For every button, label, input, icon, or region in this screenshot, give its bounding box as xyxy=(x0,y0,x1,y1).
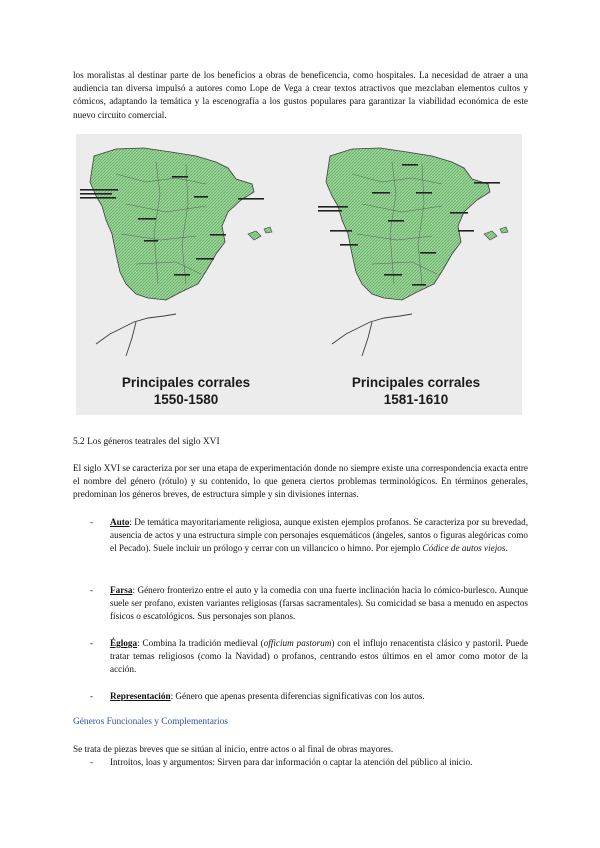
map-right-caption xyxy=(326,374,506,408)
functional-genres-heading: Géneros Funcionales y Complementarios xyxy=(73,717,228,727)
list-bullet: - xyxy=(90,757,94,767)
genre-term: Auto xyxy=(110,517,130,527)
list-item-farsa xyxy=(110,584,528,624)
genre-description: : Combina la tradición medieval ( xyxy=(137,638,264,648)
genre-term: Égloga xyxy=(110,638,138,648)
list-bullet: - xyxy=(90,585,94,595)
intro-paragraph: los moralistas al destinar parte de los beneficios a obras de beneficencia, como hospitales. La necesidad de atraer a una audiencia tan diversa impulsó a autores como Lope de Vega a crear textos atractivos que mezclaban elementos cultos y cómicos, adaptando la temática y la escenografía a los gustos populares para garantizar la viabilidad económica de este nuevo circuito comercial. xyxy=(73,70,528,120)
genre-description: : De temática mayoritariamente religiosa, aunque existen ejemplos profanos. Se caracteriza por su brevedad, ausencia de actos y una estructura simple con personajes esquemáticos (ángeles, santos o figuras alegóricas como el Pecado). Suele incluir un prólogo y cerrar con un villancico o himno. Por ejemplo xyxy=(110,517,528,554)
peninsula-right xyxy=(326,148,490,300)
balearic-islands-right xyxy=(484,227,508,240)
list-bullet: - xyxy=(90,638,94,648)
genre-term: Farsa xyxy=(110,585,133,595)
genre-latin-term: officium pastorum xyxy=(263,638,332,648)
genre-term: Representación xyxy=(110,691,171,701)
africa-coast-left xyxy=(96,314,176,356)
genre-description: : Género que apenas presenta diferencias significativas con los autos. xyxy=(170,691,425,701)
map-left-title: Principales corrales xyxy=(121,375,251,390)
peninsula-left xyxy=(90,148,254,300)
list-bullet: - xyxy=(90,517,94,527)
map-left-caption xyxy=(96,374,276,408)
balearic-islands-left xyxy=(248,227,272,240)
map-right-years: 1581-1610 xyxy=(383,392,449,407)
genre-tail: . xyxy=(505,543,508,554)
genre-example: Códice de autos viejos xyxy=(422,543,506,554)
genre-description: : Género fronterizo entre el auto y la comedia con una fuerte inclinación hacia lo cómico-burlesco. Aunque suele ser profano, existen variantes religiosas (farsas sacramentales). Su comicidad se basa a menudo en aspectos físicos o escatológicos. Sus personajes son planos. xyxy=(110,585,528,622)
list-item-egloga xyxy=(110,637,528,677)
maps-svg xyxy=(76,134,522,415)
genre-tail: ) con el influjo renacentista clásico y pastoril. Puede tratar temas religiosos (como la Navidad) o profanos, centrando estos últimos en el amor como motor de la acción. xyxy=(110,638,529,675)
map-right-title: Principales corrales xyxy=(351,375,481,390)
corrales-maps-figure xyxy=(76,134,522,415)
list-item-auto xyxy=(110,516,528,556)
functional-paragraph: Se trata de piezas breves que se sitúan al inicio, entre actos o al final de obras mayores. xyxy=(73,744,394,754)
map-right xyxy=(318,148,508,356)
africa-coast-right xyxy=(332,314,412,356)
map-left xyxy=(80,148,272,356)
section-paragraph: El siglo XVI se caracteriza por ser una etapa de experimentación donde no siempre existe una correspondencia exacta entre el nombre del género (rótulo) y su contenido, lo que genera ciertos problemas terminológicos. En términos generales, predominan los géneros breves, de estructura simple y sin divisiones internas. xyxy=(73,463,528,500)
section-heading: 5.2 Los géneros teatrales del siglo XVI xyxy=(73,437,220,447)
list-item-representacion xyxy=(110,690,528,703)
list-item-introitos: Introitos, loas y argumentos: Sirven para dar información o captar la atención del público al inicio. xyxy=(110,757,473,767)
map-left-years: 1550-1580 xyxy=(153,392,219,407)
list-bullet: - xyxy=(90,691,94,701)
